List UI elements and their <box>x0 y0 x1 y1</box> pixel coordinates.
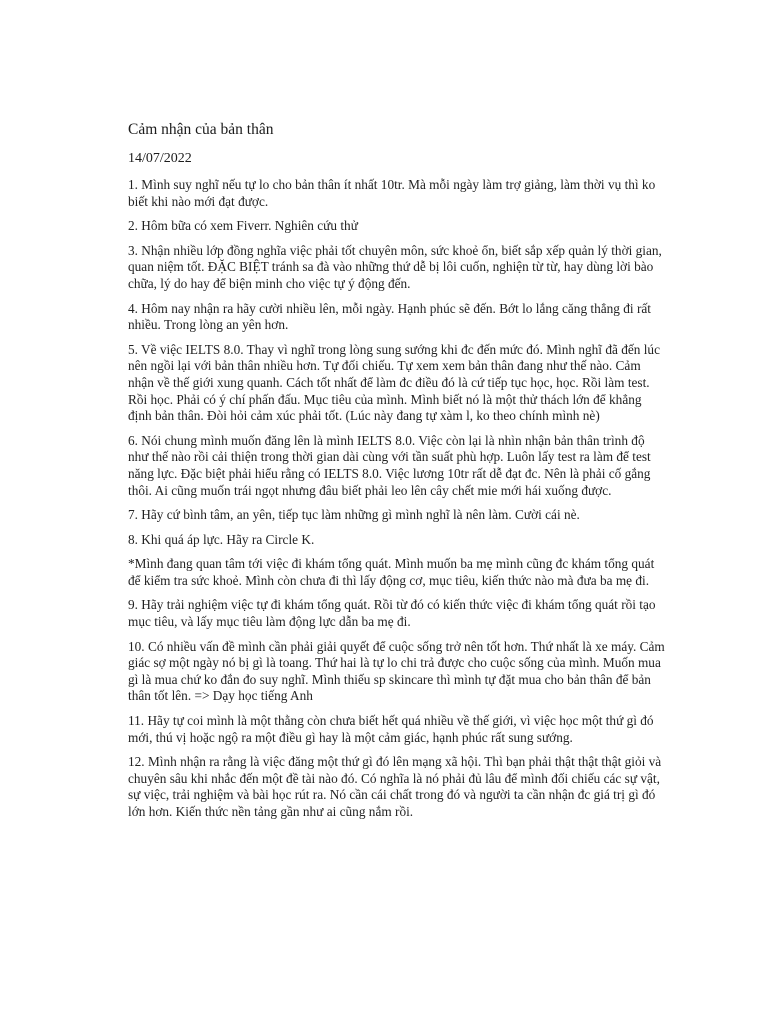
paragraph: 9. Hãy trải nghiệm việc tự đi khám tổng quát. Rồi từ đó có kiến thức việc đi khám tổng quát rồi tạo mục tiêu, và lấy mục tiêu làm động lực dẫn ba mẹ đi. <box>128 597 656 630</box>
paragraph: 7. Hãy cứ bình tâm, an yên, tiếp tục làm những gì mình nghĩ là nên làm. Cười cái nè. <box>128 507 580 523</box>
paragraph: *Mình đang quan tâm tới việc đi khám tổng quát. Mình muốn ba mẹ mình cũng đc khám tổng quát để kiểm tra sức khoẻ. Mình còn chưa đi thì lấy động cơ, mục tiêu, kiến thức nào mà đưa ba mẹ đi. <box>128 556 655 588</box>
document-date: 14/07/2022 <box>128 151 192 166</box>
paragraph: 11. Hãy tự coi mình là một thằng còn chưa biết hết quá nhiều về thế giới, vì việc học một thứ gì đó mới, thú vị hoặc ngộ ra một điều gì hay là một cảm giác, hạnh phúc rất sung sướng. <box>128 713 654 745</box>
paragraph: 3. Nhận nhiều lớp đồng nghĩa việc phải tốt chuyên môn, sức khoẻ ổn, biết sắp xếp quản lý thời gian, quan niệm tốt. ĐẶC BIỆT tránh sa đà vào những thứ dễ bị lôi cuốn, nghiện từ từ, hay dùng lời bào chữa, lý do hay để biện minh cho việc tự ý động đến. <box>128 242 662 291</box>
paragraph-list <box>128 177 668 821</box>
paragraph: 5. Về việc IELTS 8.0. Thay vì nghĩ trong lòng sung sướng khi đc đến mức đó. Mình nghĩ đã đến lúc nên ngồi lại với bản thân nhiều hơn. Tự đối chiếu. Tự xem xem bản thân đang như thế nào. Cảm nhận về thế giới xung quanh. Cách tốt nhất để làm đc điều đó là cứ tiếp tục học, học. Rồi làm test. Rồi học. Phải có ý chí phấn đấu. Mục tiêu của mình. Mình biết nó là một thử thách lớn để khẳng định bản thân. Đòi hỏi cảm xúc phải tốt. (Lúc này đang tự xàm l, ko theo chính mình nè) <box>128 341 660 424</box>
paragraph: 10. Có nhiều vấn đề mình cần phải giải quyết để cuộc sống trở nên tốt hơn. Thứ nhất là xe máy. Cảm giác sợ một ngày nó bị gì là toang. Thứ hai là tự lo chi trả được cho cuộc sống của mình. Muốn mua gì là mua chứ ko đắn đo suy nghĩ. Mình thiếu sp skincare thì mình tự đặt mua cho bản thân để bản thân tốt lên. => Dạy học tiếng Anh <box>128 638 665 704</box>
document-title: Cảm nhận của bản thân <box>128 121 274 138</box>
paragraph: 4. Hôm nay nhận ra hãy cười nhiều lên, mỗi ngày. Hạnh phúc sẽ đến. Bớt lo lắng căng thẳng đi rất nhiều. Trong lòng an yên hơn. <box>128 300 651 333</box>
paragraph: 2. Hôm bữa có xem Fiverr. Nghiên cứu thử <box>128 218 358 234</box>
paragraph: 12. Mình nhận ra rằng là việc đăng một thứ gì đó lên mạng xã hội. Thì bạn phải thật thật thật giỏi và chuyên sâu khi nhắc đến một đề tài nào đó. Có nghĩa là nó phải đủ lâu để mình đối chiếu các sự vật, sự việc, trải nghiệm và bài học rút ra. Nó cần cái chất trong đó và người ta cần nhận đc giá trị gì đó lớn hơn. Kiến thức nền tảng gần như ai cũng nắm rồi. <box>128 754 662 819</box>
paragraph: 8. Khi quá áp lực. Hãy ra Circle K. <box>128 531 315 547</box>
paragraph: 6. Nói chung mình muốn đăng lên là mình IELTS 8.0. Việc còn lại là nhìn nhận bản thân trình độ như thế nào rồi cải thiện trong thời gian dài cùng với tần suất phù hợp. Luôn lấy test ra làm để test năng lực. Đặc biệt phải hiểu rằng có IELTS 8.0. Việc lương 10tr rất dễ đạt đc. Nên là phải cố gắng thôi. Ai cũng muốn trái ngọt nhưng đâu biết phải leo lên cây chết mie mới hái xuống được. <box>128 432 651 498</box>
paragraph: 1. Mình suy nghĩ nếu tự lo cho bản thân ít nhất 10tr. Mà mỗi ngày làm trợ giảng, làm thời vụ thì ko biết khi nào mới đạt được. <box>128 177 656 209</box>
document-content <box>128 120 668 829</box>
